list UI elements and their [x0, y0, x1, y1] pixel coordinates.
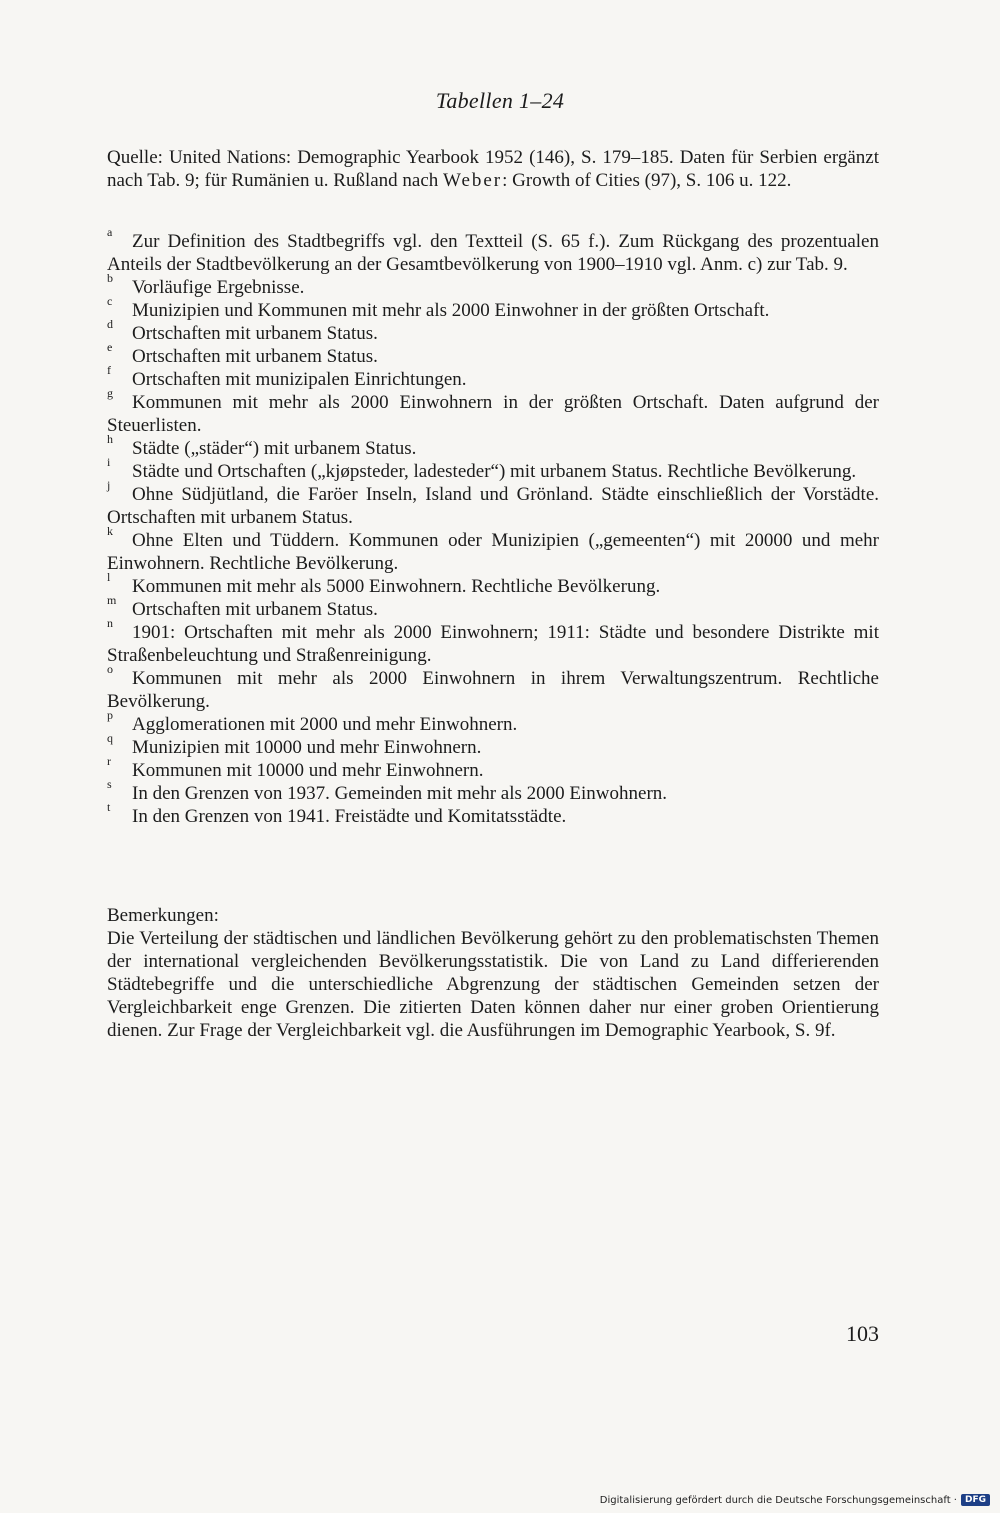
- footnote-item: [107, 455, 879, 483]
- remarks-body: Die Verteilung der städtischen und ländlichen Bevölkerung gehört zu den problematischsten Themen der international vergleichenden Bevölkerungsstatistik. Die von Land zu Land differierenden Städtebegriffe und die unterschiedliche Abgrenzung der städtischen Gemeinden setzen der Vergleichbarkeit enge Grenzen. Die zitierten Daten können daher nur einer groben Orientierung dienen. Zur Frage der Vergleichbarkeit vgl. die Ausführungen im Demographic Yearbook, S. 9f.: [107, 928, 879, 1041]
- footnote-item: [107, 340, 879, 368]
- footnote-mark: k: [107, 524, 113, 538]
- footnote-item: [107, 478, 879, 529]
- remarks-heading: Bemerkungen:: [107, 905, 219, 926]
- footnote-item: [107, 271, 879, 299]
- footnote-mark: q: [107, 731, 113, 745]
- footnote-text: Kommunen mit mehr als 2000 Einwohnern in ihrem Verwaltungszentrum. Rechtliche Bevölkerung.: [107, 668, 879, 712]
- footnote-text: Städte („städer“) mit urbanem Status.: [132, 438, 417, 459]
- footnote-text: Ohne Südjütland, die Faröer Inseln, Island und Grönland. Städte einschließlich der Vorstädte. Ortschaften mit urbanem Status.: [107, 484, 879, 528]
- footnote-text: Ortschaften mit urbanem Status.: [132, 599, 378, 620]
- footnote-mark: t: [107, 800, 111, 814]
- footnote-text: Munizipien mit 10000 und mehr Einwohnern.: [132, 737, 482, 758]
- source-author: Weber: [443, 170, 503, 191]
- footnote-mark: g: [107, 386, 113, 400]
- footnote-item: [107, 754, 879, 782]
- footnote-mark: n: [107, 616, 113, 630]
- footnote-mark: p: [107, 708, 113, 722]
- footnote-text: Munizipien und Kommunen mit mehr als 2000 Einwohner in der größten Ortschaft.: [132, 300, 770, 321]
- footnote-text: Kommunen mit mehr als 5000 Einwohnern. Rechtliche Bevölkerung.: [132, 576, 661, 597]
- footnote-mark: h: [107, 432, 113, 446]
- remarks-section: [107, 904, 879, 1042]
- footnote-text: Agglomerationen mit 2000 und mehr Einwohnern.: [132, 714, 518, 735]
- footnote-item: [107, 731, 879, 759]
- source-citation: [107, 146, 879, 192]
- footnote-item: [107, 593, 879, 621]
- footnote-item: [107, 777, 879, 805]
- footnote-mark: f: [107, 363, 111, 377]
- footnote-item: [107, 708, 879, 736]
- footnote-item: [107, 363, 879, 391]
- footnote-mark: o: [107, 662, 113, 676]
- footnote-text: Ortschaften mit urbanem Status.: [132, 323, 378, 344]
- footnote-text: Ortschaften mit munizipalen Einrichtungen.: [132, 369, 467, 390]
- footnote-text: In den Grenzen von 1941. Freistädte und Komitatsstädte.: [132, 806, 567, 827]
- page-number: 103: [846, 1321, 879, 1346]
- footnote-text: Ohne Elten und Tüddern. Kommunen oder Munizipien („gemeenten“) mit 20000 und mehr Einwohnern. Rechtliche Bevölkerung.: [107, 530, 879, 574]
- footnote-item: [107, 616, 879, 667]
- footnote-item: [107, 800, 879, 828]
- source-text-start: Quelle: United Nations: Demographic Yearbook 1952 (146), S. 179–185. Daten für Serbien ergänzt nach Tab. 9; für Rumänien u. Rußland nach: [107, 147, 879, 191]
- footer-text: Digitalisierung gefördert durch die Deutsche Forschungsgemeinschaft ·: [599, 1494, 957, 1506]
- footnote-mark: j: [107, 478, 111, 492]
- footnote-mark: c: [107, 294, 113, 308]
- footnote-text: 1901: Ortschaften mit mehr als 2000 Einwohnern; 1911: Städte und besondere Distrikte mit Straßenbeleuchtung und Straßenreinigung.: [107, 622, 879, 666]
- footnote-mark: a: [107, 225, 113, 239]
- footnotes-list: [107, 225, 879, 828]
- footnote-mark: r: [107, 754, 111, 768]
- footnote-item: [107, 386, 879, 437]
- footnote-item: [107, 294, 879, 322]
- footnote-text: Vorläufige Ergebnisse.: [132, 277, 305, 298]
- footnote-text: Ortschaften mit urbanem Status.: [132, 346, 378, 367]
- footnote-text: Städte und Ortschaften („kjøpsteder, ladesteder“) mit urbanem Status. Rechtliche Bevölkerung.: [132, 461, 857, 482]
- footnote-item: [107, 662, 879, 713]
- footnote-text: Kommunen mit mehr als 2000 Einwohnern in der größten Ortschaft. Daten aufgrund der Steuerlisten.: [107, 392, 879, 436]
- footnote-item: [107, 524, 879, 575]
- footnote-item: [107, 432, 879, 460]
- footnote-mark: d: [107, 317, 113, 331]
- dfg-logo-icon: DFG: [961, 1494, 990, 1506]
- footnote-mark: b: [107, 271, 113, 285]
- footnote-text: Kommunen mit 10000 und mehr Einwohnern.: [132, 760, 484, 781]
- footnote-item: [107, 317, 879, 345]
- footnote-mark: e: [107, 340, 113, 354]
- digitization-footer: [600, 1494, 990, 1506]
- footnote-text: Zur Definition des Stadtbegriffs vgl. den Textteil (S. 65 f.). Zum Rückgang des prozentualen Anteils der Stadtbevölkerung an der Gesamtbevölkerung von 1900–1910 vgl. Anm. c) zur Tab. 9.: [107, 231, 879, 275]
- source-text-end: : Growth of Cities (97), S. 106 u. 122.: [502, 170, 792, 191]
- footnote-mark: m: [107, 593, 117, 607]
- footnote-text: In den Grenzen von 1937. Gemeinden mit mehr als 2000 Einwohnern.: [132, 783, 668, 804]
- footnote-mark: l: [107, 570, 111, 584]
- footnote-mark: s: [107, 777, 112, 791]
- footnote-item: [107, 225, 879, 276]
- running-head: Tabellen 1–24: [435, 88, 565, 113]
- footnote-mark: i: [107, 455, 111, 469]
- footnote-item: [107, 570, 879, 598]
